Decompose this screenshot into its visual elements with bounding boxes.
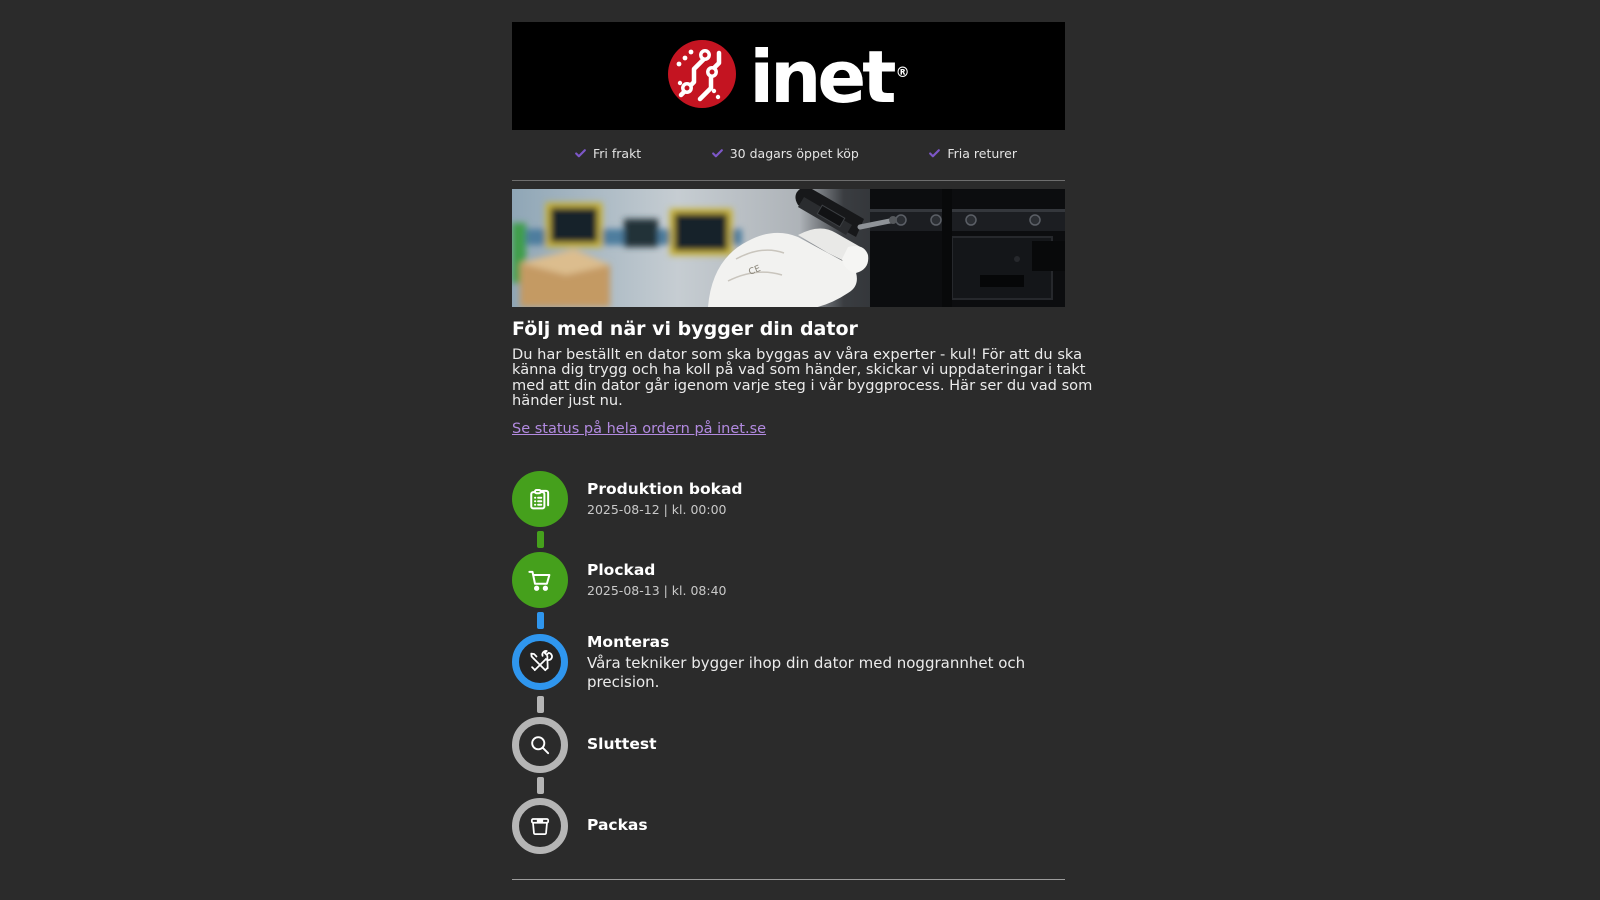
timeline-step-sluttest [512, 717, 1065, 773]
step-title: Produktion bokad [587, 479, 743, 498]
check-icon [574, 147, 587, 160]
step-bubble-pending [512, 798, 568, 854]
benefit-label: Fria returer [947, 146, 1017, 161]
intro-line: händer just nu. [512, 392, 623, 410]
timeline-step-plockad [512, 552, 1065, 608]
step-bubble-active [512, 634, 568, 690]
step-timestamp: 2025-08-13 | kl. 08:40 [587, 582, 727, 598]
svg-text:CE: CE [747, 264, 763, 278]
header-divider [512, 180, 1065, 181]
timeline-connector [537, 531, 544, 548]
step-bubble-pending [512, 717, 568, 773]
intro-line: känna dig trygg och ha koll på vad som händer, skickar vi uppdateringar i takt [512, 361, 1086, 379]
benefit-label: Fri frakt [593, 146, 642, 161]
step-bubble-done [512, 552, 568, 608]
benefit-fria-returer [928, 146, 1017, 161]
registered-trademark: ® [895, 65, 910, 81]
intro-paragraph [512, 346, 1093, 410]
inet-logo-circuit-icon [667, 39, 737, 113]
header-banner [512, 22, 1065, 130]
build-status-timeline [512, 471, 1065, 854]
timeline-connector [537, 612, 544, 629]
timeline-step-packas [512, 798, 1065, 854]
benefit-label: 30 dagars öppet köp [729, 146, 859, 161]
check-icon [928, 147, 941, 160]
order-status-link[interactable]: Se status på hela ordern på inet.se [512, 420, 767, 437]
timeline-step-monteras [512, 633, 1065, 692]
timeline-connector [537, 777, 544, 794]
magnifier-icon [526, 731, 554, 759]
step-title: Sluttest [587, 735, 657, 754]
inet-logo [667, 35, 910, 119]
step-timestamp: 2025-08-12 | kl. 00:00 [587, 501, 727, 517]
step-bubble-done [512, 471, 568, 527]
email-body [512, 0, 1093, 880]
benefit-fri-frakt [574, 146, 641, 161]
page-title: Följ med när vi bygger din dator [512, 318, 858, 340]
hero-image-pc-assembly [512, 189, 1065, 307]
check-icon [711, 147, 724, 160]
tools-icon [526, 648, 554, 676]
benefits-row [512, 130, 1065, 161]
cart-icon [525, 565, 555, 595]
step-title: Monteras [587, 632, 670, 651]
intro-line: med att din dator går igenom varje steg i vår byggprocess. Här ser du vad som [512, 376, 1093, 394]
step-description: Våra tekniker bygger ihop din dator med noggrannhet och precision. [587, 653, 1026, 691]
box-icon [526, 812, 554, 840]
timeline-step-produktion-bokad [512, 471, 1065, 527]
step-title: Plockad [587, 560, 656, 579]
intro-line: Du har beställt en dator som ska byggas av våra experter - kul! För att du ska [512, 346, 1083, 363]
benefit-oppet-kop [711, 146, 859, 161]
footer-divider [512, 879, 1065, 880]
clipboard-icon [525, 484, 555, 514]
step-title: Packas [587, 816, 648, 835]
inet-logo-wordmark: inet ® [749, 35, 910, 119]
timeline-connector [537, 696, 544, 713]
